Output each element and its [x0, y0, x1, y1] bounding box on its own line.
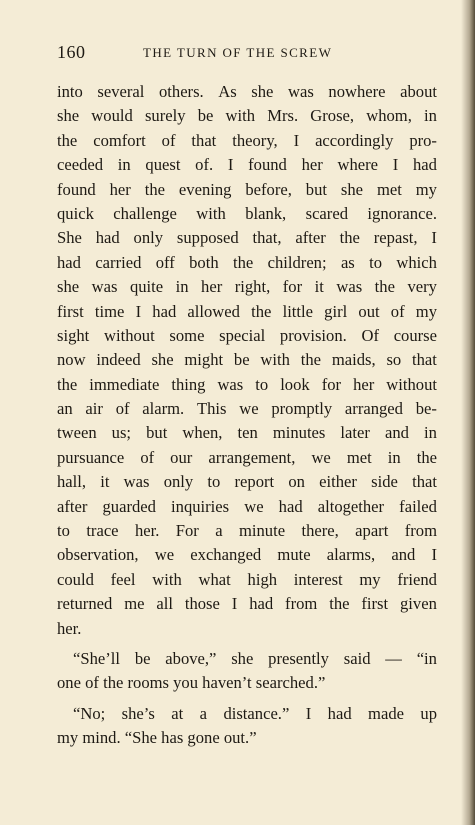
text-line: the comfort of that theory, I accordingly pro- — [57, 130, 437, 150]
text-line: ceeded in quest of. I found her where I had — [57, 155, 437, 175]
text-line: hall, it was only to report on either side that — [57, 472, 437, 492]
text-line: one of the rooms you haven’t searched.” — [57, 673, 326, 693]
text-line: my mind. “She has gone out.” — [57, 728, 257, 748]
page-number: 160 — [57, 42, 86, 62]
paragraph-3 — [57, 702, 437, 751]
text-line: her. — [57, 618, 82, 638]
text-line: now indeed she might be with the maids, so that — [57, 350, 437, 370]
text-line: to trace her. For a minute there, apart from — [57, 521, 437, 541]
text-line: sight without some special provision. Of course — [57, 325, 437, 345]
text-line: the immediate thing was to look for her without — [57, 374, 437, 394]
text-line: tween us; but when, ten minutes later and in — [57, 423, 437, 443]
text-line: She had only supposed that, after the repast, I — [57, 228, 437, 248]
text-line: after guarded inquiries we had altogether failed — [57, 496, 437, 516]
text-line: could feel with what high interest my friend — [57, 569, 437, 589]
paragraph-2 — [57, 647, 437, 696]
text-line: found her the evening before, but she met my — [57, 179, 437, 199]
text-line: returned me all those I had from the first given — [57, 594, 437, 614]
text-line: into several others. As she was nowhere about — [57, 82, 437, 101]
text-line: “No; she’s at a distance.” I had made up — [73, 703, 437, 723]
page-edge-shadow — [461, 0, 475, 825]
text-line: first time I had allowed the little girl out of my — [57, 301, 437, 321]
text-line: an air of alarm. This we promptly arranged be- — [57, 399, 437, 419]
text-line: she was quite in her right, for it was the very — [57, 277, 437, 297]
text-line: had carried off both the children; as to which — [57, 252, 437, 272]
text-line: observation, we exchanged mute alarms, and I — [57, 545, 437, 565]
running-head — [57, 42, 437, 64]
running-title: THE TURN OF THE SCREW — [143, 45, 333, 60]
text-line: pursuance of our arrangement, we met in the — [57, 447, 437, 467]
text-line: “She’ll be above,” she presently said — “in — [73, 648, 437, 668]
body-text — [57, 80, 437, 751]
text-line: she would surely be with Mrs. Grose, whom, in — [57, 106, 437, 126]
paragraph-1 — [57, 80, 437, 641]
text-line: quick challenge with blank, scared ignorance. — [57, 203, 437, 223]
